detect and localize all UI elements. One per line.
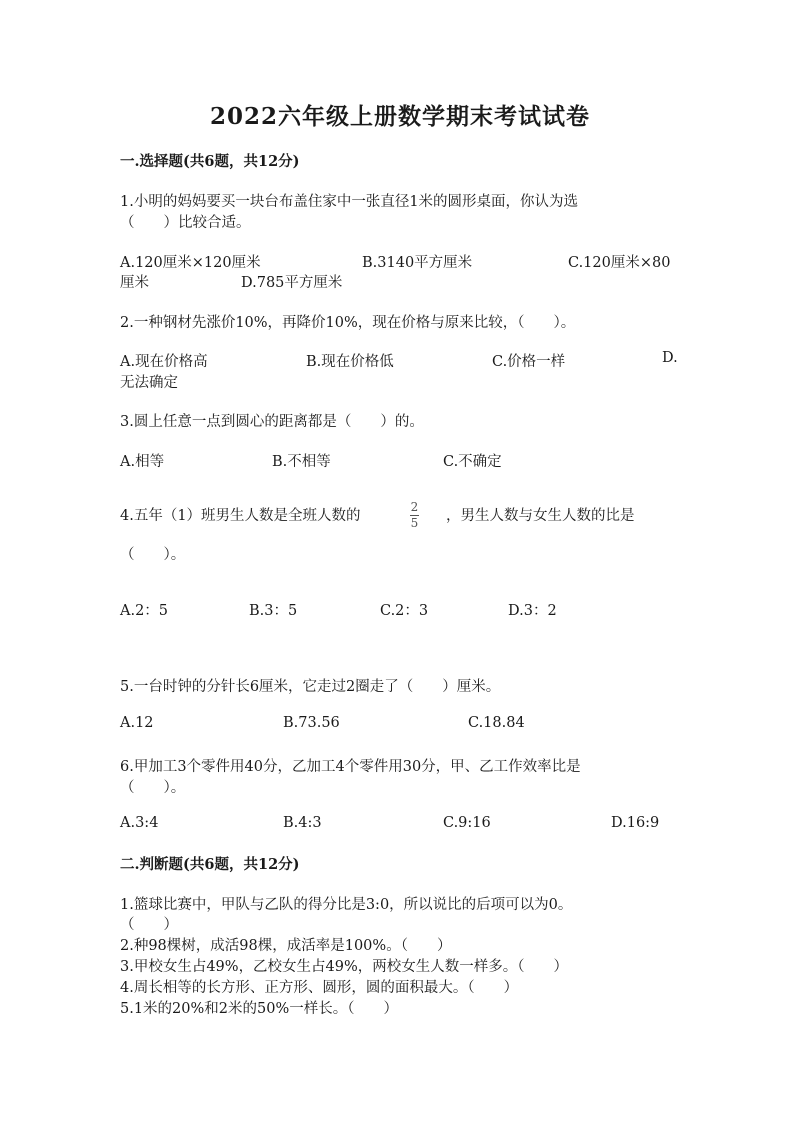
judgment-1-text: 1.篮球比赛中，甲队与乙队的得分比是3:0，所以说比的后项可以为0。	[120, 897, 573, 913]
section-heading-choice: 一.选择题(共6题，共12分)	[120, 153, 300, 170]
question-6-text-cont: （ ）。	[120, 780, 186, 796]
judgment-4-text: 4.周长相等的长方形、正方形、圆形，圆的面积最大。（ ）	[120, 980, 519, 996]
question-2-option-d: D.	[662, 350, 678, 366]
question-3-option-b: B.不相等	[272, 454, 331, 470]
question-5-option-a: A.12	[120, 715, 154, 731]
question-4-text-cont: （ ）。	[120, 547, 186, 563]
question-2-option-c: C.价格一样	[492, 354, 566, 370]
judgment-5-text: 5.1米的20%和2米的50%一样长。（ ）	[120, 1001, 398, 1017]
question-4-option-a: A.2：5	[120, 603, 169, 619]
judgment-1-text-cont: （ ）	[120, 917, 178, 933]
question-2-option-a: A.现在价格高	[120, 354, 208, 370]
fraction-numerator: 2	[410, 500, 419, 514]
question-6-option-c: C.9:16	[443, 815, 491, 831]
question-1-option-c-cont: 厘米	[120, 275, 149, 291]
question-1-option-b: B.3140平方厘米	[362, 255, 473, 271]
question-6-option-a: A.3:4	[120, 815, 159, 831]
question-4-option-d: D.3：2	[508, 603, 557, 619]
judgment-3-text: 3.甲校女生占49%，乙校女生占49%，两校女生人数一样多。（ ）	[120, 959, 569, 975]
question-2-text: 2.一种钢材先涨价10%，再降价10%，现在价格与原来比较，（ ）。	[120, 315, 576, 331]
fraction-denominator: 5	[410, 516, 419, 530]
question-6-option-b: B.4:3	[283, 815, 322, 831]
question-5-text: 5.一台时钟的分针长6厘米，它走过2圈走了（ ）厘米。	[120, 679, 501, 695]
question-1-option-c: C.120厘米×80	[568, 255, 671, 271]
page-title: 2022六年级上册数学期末考试试卷	[209, 103, 590, 130]
question-5-option-c: C.18.84	[468, 715, 525, 731]
question-4-option-b: B.3：5	[249, 603, 298, 619]
question-1-option-a: A.120厘米×120厘米	[120, 255, 261, 271]
question-4-option-c: C.2：3	[380, 603, 429, 619]
question-4-text-post: ，男生人数与女生人数的比是	[446, 508, 635, 524]
question-6-option-d: D.16:9	[611, 815, 660, 831]
question-1-text: 1.小明的妈妈要买一块台布盖住家中一张直径1米的圆形桌面，你认为选	[120, 194, 579, 210]
question-3-option-c: C.不确定	[443, 454, 502, 470]
question-4-text-pre: 4.五年（1）班男生人数是全班人数的	[120, 508, 361, 524]
question-2-option-d-cont: 无法确定	[120, 375, 178, 391]
question-1-text-cont: （ ）比较合适。	[120, 215, 251, 231]
section-heading-judgment: 二.判断题(共6题，共12分)	[120, 856, 300, 873]
judgment-2-text: 2.种98棵树，成活98棵，成活率是100%。（ ）	[120, 938, 452, 954]
question-5-option-b: B.73.56	[283, 715, 340, 731]
question-3-option-a: A.相等	[120, 454, 165, 470]
question-3-text: 3.圆上任意一点到圆心的距离都是（ ）的。	[120, 414, 424, 430]
question-6-text: 6.甲加工3个零件用40分，乙加工4个零件用30分，甲、乙工作效率比是	[120, 759, 581, 775]
question-2-option-b: B.现在价格低	[306, 354, 394, 370]
fraction	[410, 496, 419, 530]
question-1-option-d: D.785平方厘米	[241, 275, 343, 291]
